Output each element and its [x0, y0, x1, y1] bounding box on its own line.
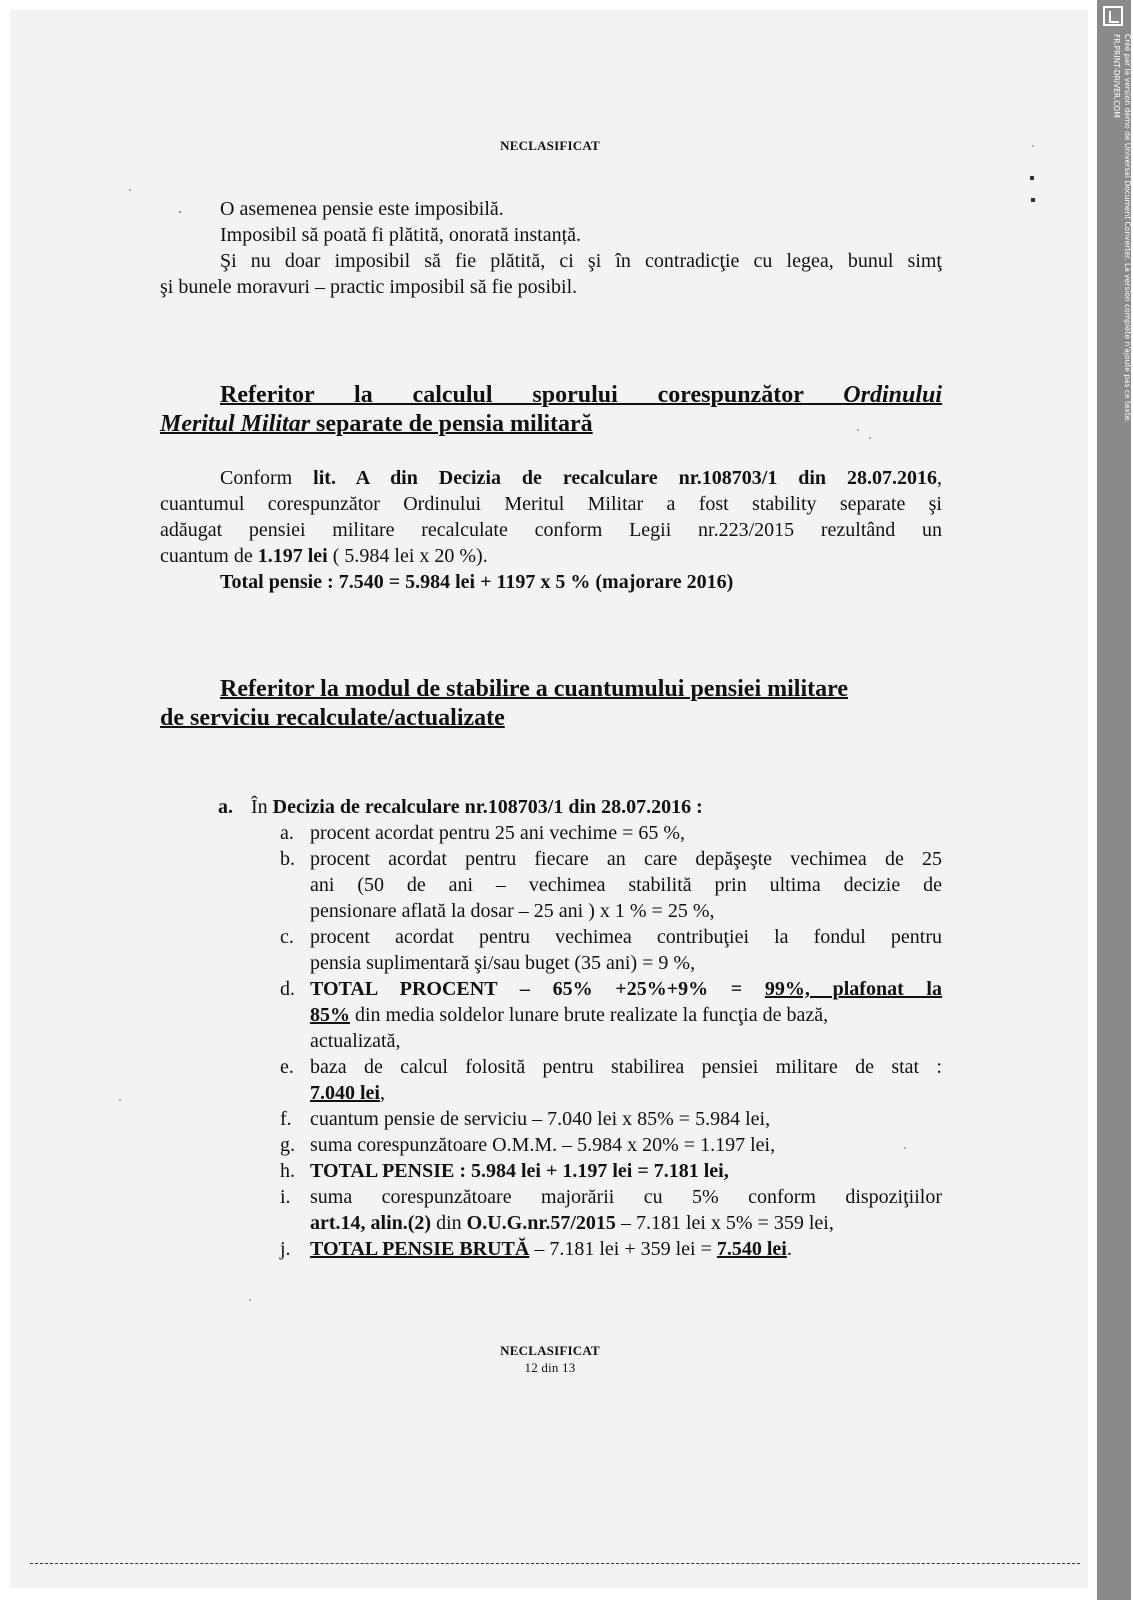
footer-classification: NECLASIFICAT — [500, 1343, 600, 1358]
list-item: a. procent acordat pentru 25 ani vechime = 65 %, — [280, 822, 686, 844]
list-item: j. TOTAL PENSIE BRUTĂ – 7.181 lei + 359 lei = 7.540 lei. — [280, 1238, 792, 1260]
bottom-scan-rule — [30, 1563, 1080, 1564]
intro-line-3: Şi nu doar imposibil să fie plătită, ci şi în contradicţie cu legea, bunul simţ — [220, 250, 942, 272]
section-heading-oomm-italic-2: Meritul Militar — [160, 411, 311, 437]
list-item: h. TOTAL PENSIE : 5.984 lei + 1.197 lei = 7.181 lei, — [280, 1160, 729, 1182]
section-heading-oomm-text-2: separate de pensia militară — [316, 411, 593, 437]
list-item: f. cuantum pensie de serviciu – 7.040 lei x 85% = 5.984 lei, — [280, 1108, 771, 1130]
intro-line-2: Imposibil să poată fi plătită, onorată instanță. — [220, 224, 582, 246]
oomm-paragraph-line-1: Conform lit. A din Decizia de recalculare nr.108703/1 din 28.07.2016, — [220, 467, 942, 489]
list-item: b. procent acordat pentru fiecare an care depăşeşte vechimea de 25 ani (50 de ani – vechimea stabilită prin ultima decizie de pensionare aflată la dosar – 25 ani ) x 1 % = 25 %, — [280, 848, 942, 922]
page-number: 12 din 13 — [524, 1360, 576, 1375]
oomm-paragraph-line-2: cuantumul corespunzător Ordinului Meritul Militar a fost stability separate şi — [160, 493, 942, 515]
list-item: g. suma corespunzătoare O.M.M. – 5.984 x 20% = 1.197 lei, — [280, 1134, 776, 1156]
converter-banner-text: Créé par la version démo de Universal Document Converter. La version complète n'ajoute pas ce texte. FR.PRINT-DRIVER.COM — [1112, 34, 1132, 423]
intro-line-1: O asemenea pensie este imposibilă. — [220, 198, 504, 220]
list-item: i. suma corespunzătoare majorării cu 5% conform dispoziţiilor art.14, alin.(2) din O.U.G.nr.57/2015 – 7.181 lei x 5% = 359 lei, — [280, 1186, 942, 1234]
oomm-total-line: Total pensie : 7.540 = 5.984 lei + 1197 x 5 % (majorare 2016) — [220, 571, 734, 593]
calculation-list — [280, 820, 942, 1262]
section-heading-oomm — [160, 381, 942, 439]
oomm-paragraph-line-3: adăugat pensiei militare recalculate conform Legii nr.223/2015 rezultând un — [160, 519, 942, 541]
section-heading-oomm-italic: Ordinului — [843, 382, 942, 408]
list-item: d. TOTAL PROCENT – 65% +25%+9% = 99%, plafonat la 85% din media soldelor lunare brute realizate la funcţia de bază, actualizată, — [280, 978, 942, 1052]
converter-banner — [1097, 0, 1131, 1600]
intro-line-4: şi bunele moravuri – practic imposibil să fie posibil. — [160, 276, 578, 298]
converter-logo-icon — [1103, 6, 1123, 26]
oomm-paragraph-line-4: cuantum de 1.197 lei ( 5.984 lei x 20 %). — [160, 545, 488, 567]
header-classification: NECLASIFICAT — [500, 138, 600, 153]
list-item: e. baza de calcul folosită pentru stabilirea pensiei militare de stat : 7.040 lei, — [280, 1056, 942, 1104]
list-item: c. procent acordat pentru vechimea contribuţiei la fondul pentru pensia suplimentară şi/sau buget (35 ani) = 9 %, — [280, 926, 942, 974]
decision-line: a. În Decizia de recalculare nr.108703/1 din 28.07.2016 : — [218, 796, 703, 818]
section-heading-calculation: Referitor la modul de stabilire a cuantumului pensiei militare de serviciu recalculate/actualizate — [160, 676, 848, 731]
section-heading-oomm-text: Referitor la calculul sporului corespunzător — [220, 382, 804, 408]
